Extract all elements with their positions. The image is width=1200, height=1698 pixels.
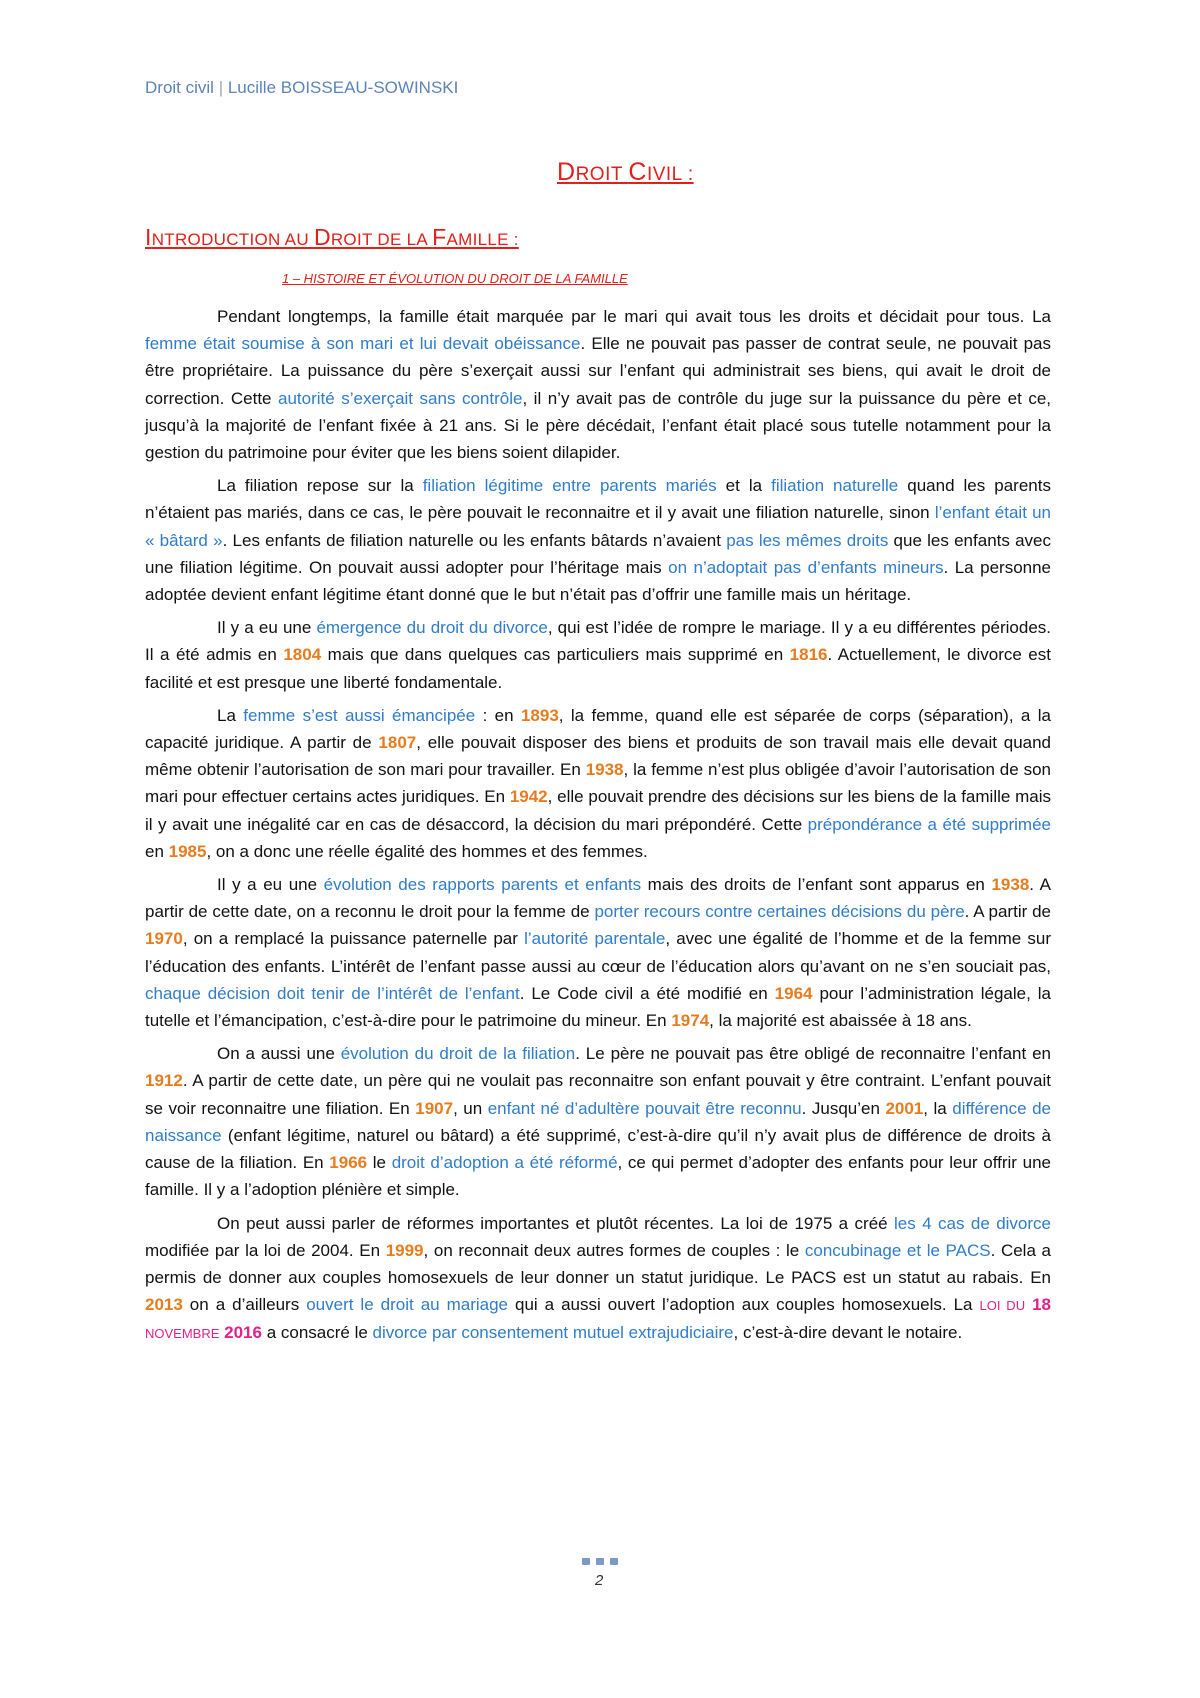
paragraph-7: On peut aussi parler de réformes importantes et plutôt récentes. La loi de 1975 a créé les 4 cas de divorce modifiée par la loi de 2004. En 1999, on reconnait deux autres formes de couples : le concubinage et le PACS. Cela a permis de donner aux couples homosexuels de leur donner un statut juridique. Le PACS est un statut au rabais. En 2013 on a d’ailleurs ouvert le droit au mariage qui a aussi ouvert l’adoption aux couples homosexuels. La LOI DU 18 NOVEMBRE 2016 a consacré le divorce par consentement mutuel extrajudiciaire, c’est-à-dire devant le notaire.	[145, 1213, 1051, 1343]
section-title: 1 – HISTOIRE ET ÉVOLUTION DU DROIT DE LA FAMILLE	[282, 271, 628, 286]
running-header	[145, 78, 458, 98]
law-reference: LOI DU	[979, 1298, 1026, 1314]
page-number: 2	[595, 1572, 604, 1589]
body-text	[145, 303, 1051, 1354]
header-subject: Droit civil	[145, 78, 214, 97]
document-title: DROIT CIVIL :	[557, 158, 694, 186]
header-separator: |	[218, 78, 224, 97]
paragraph-3: Il y a eu une émergence du droit du divorce, qui est l’idée de rompre le mariage. Il y a eu différentes périodes. Il a été admis en 1804 mais que dans quelques cas particuliers mais supprimé en 1816. Actuellement, le divorce est facilité et est presque une liberté fondamentale.	[145, 618, 1052, 692]
paragraph-5: Il y a eu une évolution des rapports parents et enfants mais des droits de l’enfant sont apparus en 1938. A partir de cette date, on a reconnu le droit pour la femme de porter recours contre certaines décisions du père. A partir de 1970, on a remplacé la puissance paternelle par l’autorité parentale, avec une égalité de l’homme et de la femme sur l’éducation des enfants. L’intérêt de l’enfant passe aussi au cœur de l’éducation alors qu’avant on ne s’en souciait pas, chaque décision doit tenir de l’intérêt de l’enfant. Le Code civil a été modifié en 1964 pour l’administration légale, la tutelle et l’émancipation, c’est-à-dire pour le patrimoine du mineur. En 1974, la majorité est abaissée à 18 ans.	[145, 875, 1052, 1031]
paragraph-6: On a aussi une évolution du droit de la filiation. Le père ne pouvait pas être obligé de reconnaitre l’enfant en 1912. A partir de cette date, un père qui ne voulait pas reconnaitre son enfant pouvait y être contraint. L’enfant pouvait se voir reconnaitre une filiation. En 1907, un enfant né d’adultère pouvait être reconnu. Jusqu’en 2001, la différence de naissance (enfant légitime, naturel ou bâtard) a été supprimé, c’est-à-dire qu’il n’y avait plus de différence de droits à cause de la filiation. En 1966 le droit d’adoption a été réformé, ce qui permet d’adopter des enfants pour leur offrir une famille. Il y a l’adoption plénière et simple.	[145, 1044, 1051, 1200]
paragraph-2: La filiation repose sur la filiation légitime entre parents mariés et la filiation naturelle quand les parents n’étaient pas mariés, dans ce cas, le père pouvait le reconnaitre et il y avait une filiation naturelle, sinon l’enfant était un « bâtard ». Les enfants de filiation naturelle ou les enfants bâtards n’avaient pas les mêmes droits que les enfants avec une filiation légitime. On pouvait aussi adopter pour l’héritage mais on n’adoptait pas d’enfants mineurs. La personne adoptée devient enfant légitime étant donné que le but n’était pas d’offrir une famille mais un héritage.	[145, 476, 1052, 605]
footer-ornament	[582, 1558, 618, 1565]
paragraph-1: Pendant longtemps, la famille était marquée par le mari qui avait tous les droits et décidait pour tous. La femme était soumise à son mari et lui devait obéissance. Elle ne pouvait pas passer de contrat seule, ne pouvait pas être propriétaire. La puissance du père s’exerçait aussi sur l’enfant qui administrait ses biens, qui avait le droit de correction. Cette autorité s’exerçait sans contrôle, il n’y avait pas de contrôle du juge sur la puissance du père et ce, jusqu’à la majorité de l’enfant fixée à 21 ans. Si le père décédait, l’enfant était placé sous tutelle notamment pour la gestion du patrimoine pour éviter que les biens soient dilapider.	[145, 307, 1051, 463]
chapter-title: INTRODUCTION AU DROIT DE LA FAMILLE :	[145, 224, 519, 250]
header-author: Lucille BOISSEAU-SOWINSKI	[227, 78, 459, 97]
paragraph-4: La femme s’est aussi émancipée : en 1893, la femme, quand elle est séparée de corps (séparation), a la capacité juridique. A partir de 1807, elle pouvait disposer des biens et produits de son travail mais elle devait quand même obtenir l’autorisation de son mari pour travailler. En 1938, la femme n’est plus obligée d’avoir l’autorisation de son mari pour effectuer certains actes juridiques. En 1942, elle pouvait prendre des décisions sur les biens de la famille mais il y avait une inégalité car en cas de désaccord, la décision du mari prépondéré. Cette prépondérance a été supprimée en 1985, on a donc une réelle égalité des hommes et des femmes.	[145, 705, 1052, 861]
